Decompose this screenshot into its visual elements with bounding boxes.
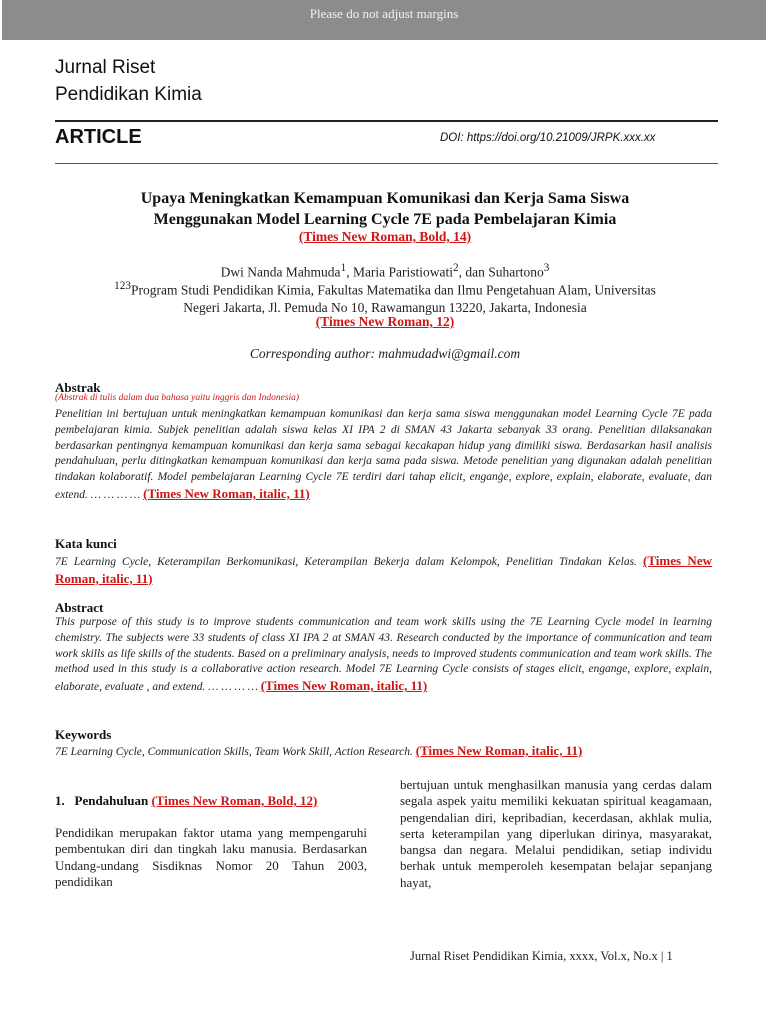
paper-title: [60, 188, 710, 230]
author-2-sup: 2: [453, 262, 459, 274]
kata-kunci-heading: Kata kunci: [55, 536, 117, 551]
abstract-heading: Abstract: [55, 600, 104, 615]
author-3-sup: 3: [543, 262, 550, 274]
kata-kunci-text: [55, 553, 712, 589]
journal-name-line1: Jurnal Riset: [55, 57, 156, 78]
keywords-heading: Keywords: [55, 727, 112, 742]
kata-kunci-format-note: (Times New Roman, italic, 11): [55, 553, 712, 586]
corresponding-author: Corresponding author: mahmudadwi@gmail.com: [249, 346, 521, 361]
abstract-format-note: (Times New Roman, italic, 11): [260, 678, 428, 694]
abstrak-body: Penelitian ini bertujuan untuk meningkatkan kemampuan komunikasi dan kerja sama siswa menggunakan model Learning Cycle 7E pada pembelajaran kimia. Subjek penelitian adalah siswa kelas XI IPA 2 di SMAN 43 Jakarta sebanyak 33 orang. Penelitian dilaksanakan berdasarkan pentingnya kemampuan komunikasi dan kerja sama sebagai kecakapan hidup yang dimiliki siswa. Berdasarkan hasil analisis pendahuluan, perlu ditingkatkan kemampuan komunikasi dan kerja sama pada siswa. Metode penelitian yang digunakan adalah penelitian tindakan kolaboratif. Model pembelajaran Learning Cycle 7E terdiri dari tahap elicit, enganġe, explore, explain, elaborate, evaluate, dan extend. … … … …: [55, 408, 712, 501]
keywords-body: 7E Learning Cycle, Communication Skills, Team Work Skill, Action Research.: [55, 746, 416, 758]
intro-paragraph-right: bertujuan untuk menghasilkan manusia yang cerdas dalam segala aspek yaitu memiliki kekuatan spiritual keagamaan, pengendalian diri, kepribadian, kecerdasan, akhlak mulia, serta keterampilan yang diperlukan dirinya, masyarakat, bangsa dan negara. Melalui pendidikan, setiap individu berhak untuk memperoleh kesempatan belajar sepanjang hayat,: [400, 777, 712, 890]
paper-title-line1: Upaya Meningkatkan Kemampuan Komunikasi dan Kerja Sama Siswa: [140, 190, 630, 207]
affiliation-format-note: [60, 314, 710, 330]
keywords-format-note: (Times New Roman, italic, 11): [415, 743, 583, 758]
intro-heading-text: 1. Pendahuluan: [55, 793, 152, 808]
title-format-note: [60, 229, 710, 245]
journal-name: [55, 54, 202, 108]
kata-kunci-body: 7E Learning Cycle, Keterampilan Berkomunikasi, Keterampilan Bekerja dalam Kelompok, Penelitian Tindakan Kelas.: [55, 556, 643, 568]
paper-title-line2: Menggunakan Model Learning Cycle 7E pada Pembelajaran Kimia: [153, 211, 617, 228]
abstrak-language-note: (Abstrak di tulis dalam dua bahasa yaitu inggris dan Indonesia): [55, 393, 300, 403]
abstrak-heading: Abstrak: [55, 380, 101, 395]
intro-heading: [55, 793, 367, 809]
intro-left-column: [55, 793, 367, 890]
affiliation-sup: 123: [114, 280, 131, 292]
margin-warning-banner: [2, 0, 766, 40]
intro-paragraph-left: Pendidikan merupakan faktor utama yang mempengaruhi pembentukan diri dan tingkah laku manusia. Berdasarkan Undang-undang Sisdiknas Nomor 20 Tahun 2003, pendidikan: [55, 825, 367, 889]
affiliation-line2: Negeri Jakarta, Jl. Pemuda No 10, Rawamangun 13220, Jakarta, Indonesia: [183, 299, 587, 315]
abstrak-format-note: (Times New Roman, italic, 11): [143, 485, 310, 501]
author-1: Dwi Nanda Mahmuda: [220, 264, 341, 280]
journal-name-line2: Pendidikan Kimia: [55, 84, 202, 105]
title-format-note-text: (Times New Roman, Bold, 14): [298, 229, 472, 244]
affiliation: [60, 278, 710, 316]
banner-text: Please do not adjust margins: [309, 6, 459, 21]
article-label: ARTICLE: [55, 126, 142, 148]
author-3: , dan Suhartono: [458, 264, 544, 280]
abstract-text: [55, 615, 712, 696]
header-rule-top: [55, 120, 718, 122]
author-2: , Maria Paristiowati: [346, 264, 454, 280]
intro-right-column: [400, 777, 712, 891]
affiliation-line1: Program Studi Pendidikan Kimia, Fakultas Matematika dan Ilmu Pengetahuan Alam, Universitas: [130, 282, 656, 298]
intro-heading-format-note: (Times New Roman, Bold, 12): [151, 793, 318, 808]
abstrak-text: [55, 407, 712, 504]
author-1-sup: 1: [340, 262, 347, 274]
keywords-text: [55, 743, 712, 761]
doi-link[interactable]: DOI: https://doi.org/10.21009/JRPK.xxx.xx: [440, 132, 656, 144]
affiliation-format-note-text: (Times New Roman, 12): [315, 314, 455, 329]
abstract-body: This purpose of this study is to improve students communication and team work skills using the 7E Learning Cycle model in learning chemistry. The subjects were 33 students of class XI IPA 2 at SMAN 43. Research conducted by the importance of communication and team work skills as life skills of the students. Based on a preliminary analysis, needs to improved students communication and team work skills. The method used in this study is a collaborative action research. Model 7E Learning Cycle consists of stages elicit, engange, explore, explain, elaborate, evaluate , and extend. … … … …: [55, 616, 712, 694]
header-rule-bottom: [55, 163, 718, 164]
page-footer: Jurnal Riset Pendidikan Kimia, xxxx, Vol.x, No.x | 1: [410, 949, 673, 963]
